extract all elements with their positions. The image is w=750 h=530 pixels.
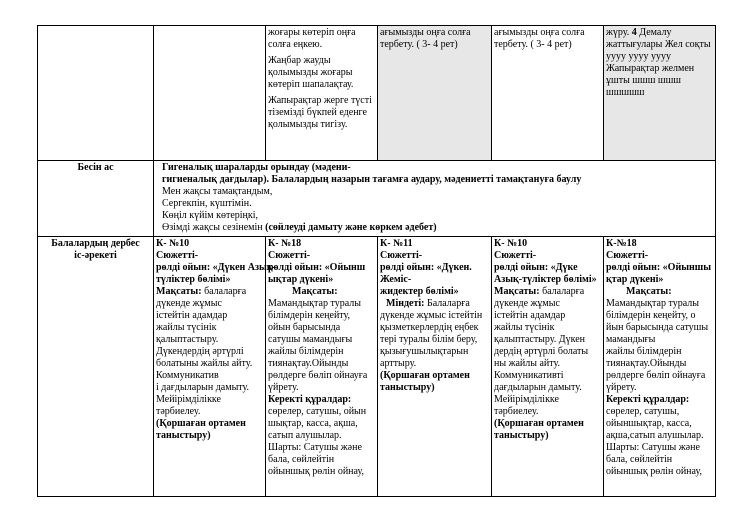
exercise-text-pre: жүру. xyxy=(606,27,632,38)
subject-label: (Қоршаған ортамен xyxy=(156,418,246,429)
activity-cell-col6 xyxy=(604,237,716,497)
goal-text: Мейірімділікке xyxy=(156,394,221,405)
goal-text: Мейірімділікке xyxy=(494,394,559,405)
activity-code: К- №10 xyxy=(494,238,528,249)
activity-heading: ықтар дүкені» xyxy=(268,274,334,285)
task-text: қызығушылықтарын xyxy=(380,346,469,357)
task-text: арттыру. xyxy=(380,358,417,369)
goal-text: сатушы мамандығы xyxy=(268,334,353,345)
activity-heading: Сюжетті- xyxy=(268,250,311,261)
goal-text: дүкенде жұмыс xyxy=(156,298,222,309)
task-text: тері туралы білім беру, xyxy=(380,334,478,345)
activity-heading: Жеміс- xyxy=(380,274,412,285)
activity-heading: рөлді ойын: «Дүке xyxy=(494,262,578,273)
tools-text: сөрелер, сатушы, xyxy=(606,406,680,417)
goal-text: мамандығы xyxy=(606,334,656,345)
lunch-bold-line: Гигеналық шараларды орындау (мәдени- xyxy=(162,162,351,173)
rules-text: Шарты: Сатушы және xyxy=(268,442,362,453)
goal-text: рөлдерге бөліп ойнауға xyxy=(268,370,368,381)
table-row-exercises xyxy=(38,26,716,161)
poem-line: Көңіл күйім көтеріңкі, xyxy=(162,210,259,221)
lunch-content xyxy=(154,161,716,237)
cell-exercise-col4 xyxy=(378,26,492,161)
tools-text: ойыншықтар, касса, xyxy=(606,418,692,429)
exercise-paragraph: жоғары көтеріп оңға солға еңкею. xyxy=(268,27,356,50)
goal-text: ны жайлы айту. xyxy=(494,358,561,369)
row-label-line: іс-әрекеті xyxy=(74,250,117,261)
activity-heading: қтар дүкені» xyxy=(606,274,664,285)
activity-heading: Сюжетті- xyxy=(156,250,199,261)
goal-text: ойын барысында xyxy=(268,322,341,333)
activity-heading: рөлді ойын: «Ойынш xyxy=(268,262,366,273)
rules-text: ойыншық рөлін ойнау, xyxy=(268,466,364,477)
activity-heading: рөлді ойын: «Ойыншы xyxy=(606,262,712,273)
poem-last-line: Өзімді жақсы сезінемін xyxy=(162,222,266,233)
activity-heading: Азық-түліктер бөлімі» xyxy=(494,274,597,285)
activity-heading: Сюжетті- xyxy=(494,250,537,261)
activity-cell-col5 xyxy=(492,237,604,497)
goal-text: жайлы түсінік xyxy=(156,322,217,333)
exercise-text: ағымызды оңға солға тербету. ( 3- 4 рет) xyxy=(494,27,585,50)
activity-heading: жидектер бөлімі» xyxy=(380,286,459,297)
task-label: Міндеті: xyxy=(386,298,425,309)
rules-text: бала, сөйлейтін xyxy=(606,454,673,465)
subject-label: таныстыру) xyxy=(156,430,211,441)
exercise-paragraph: Жаңбар жауды қолымызды жоғары көтеріп шапалақтау. xyxy=(268,55,354,90)
subject-label: таныстыру) xyxy=(380,382,435,393)
activity-heading: Сюжетті- xyxy=(606,250,649,261)
goal-label: Мақсаты: xyxy=(292,286,338,297)
tools-label: Керекті құралдар: xyxy=(606,394,690,405)
goal-text: жайлы білімдерін xyxy=(606,346,682,357)
goal-text: білімдерін кеңейту, о xyxy=(606,310,696,321)
poem-line: Сергекпін, күштімін. xyxy=(162,198,252,209)
activity-code: К- №18 xyxy=(268,238,302,249)
tools-text: сөрелер, сатушы, ойын xyxy=(268,406,367,417)
goal-text: балаларға xyxy=(539,286,585,297)
exercise-text: ағымызды оңға солға тербету. ( 3- 4 рет) xyxy=(380,27,471,50)
activity-heading: рөлді ойын: «Дүкен Азық- xyxy=(156,262,276,273)
goal-text: дағдыларын дамыту. xyxy=(494,382,582,393)
row-label-empty xyxy=(38,26,154,161)
goal-text: і дағдыларын дамыту. xyxy=(156,382,250,393)
goal-text: білімдерін кеңейту, xyxy=(268,310,351,321)
rules-text: бала, сөйлейтін xyxy=(268,454,335,465)
goal-text: дердің әртүрлі болаты xyxy=(494,346,589,357)
goal-text: істейтін адамдар xyxy=(494,310,566,321)
goal-text: тиянақтау.Ойынды xyxy=(606,358,687,369)
activity-heading: Сюжетті- xyxy=(380,250,423,261)
goal-text: Мамандықтар туралы xyxy=(268,298,361,309)
activity-code: К-№18 xyxy=(606,238,637,249)
activity-heading: рөлді ойын: «Дүкен. xyxy=(380,262,472,273)
goal-text: Коммуникатив xyxy=(156,370,219,381)
tools-text: сатып алушылар. xyxy=(268,430,342,441)
goal-text: қалыптастыру. xyxy=(156,334,219,345)
exercise-number: 4 xyxy=(631,27,637,38)
schedule-table xyxy=(37,25,716,497)
goal-text: істейтін адамдар xyxy=(156,310,228,321)
activity-code: К- №11 xyxy=(380,238,413,249)
table-row-lunch xyxy=(38,161,716,237)
goal-text: балаларға xyxy=(201,286,247,297)
goal-text: үйрету. xyxy=(268,382,299,393)
lunch-bold-line: гигиеналық дағдылар). Балалардың назарын тағамға аудару, мәдениетті тамақтануға баулу xyxy=(162,174,582,185)
cell-exercise-col3 xyxy=(266,26,378,161)
subject-label: таныстыру) xyxy=(494,430,549,441)
row-label-activity xyxy=(38,237,154,497)
goal-text: рөлдерге бөліп ойнауға xyxy=(606,370,706,381)
exercise-paragraph: Жапырақтар жерге түсті тіземізді бүкпей еденге қолымызды тигізу. xyxy=(268,95,372,130)
goal-label: Мақсаты: xyxy=(626,286,672,297)
goal-text: болатыны жайлы айту. xyxy=(156,358,253,369)
activity-cell-col2 xyxy=(154,237,276,497)
task-text: дүкенде жұмыс істейтін xyxy=(380,310,483,321)
subject-label: (Қоршаған ортамен xyxy=(494,418,584,429)
goal-text: йын барысында сатушы xyxy=(606,322,709,333)
task-text: Балаларға xyxy=(424,298,470,309)
goal-text: жайлы түсінік xyxy=(494,322,555,333)
tools-text: шықтар, касса, ақша, xyxy=(268,418,358,429)
table-row-activity xyxy=(38,237,716,497)
tools-label: Керекті құралдар: xyxy=(268,394,352,405)
goal-text: тәрбиелеу. xyxy=(494,406,539,417)
goal-text: Коммуникативті xyxy=(494,370,564,381)
exercise-text-post: Демалу жаттығулары Жел соқты уууу уууу уууу Жапырақтар желмен ұшты шшш шшш шшшшш xyxy=(606,27,711,98)
cell-exercise-col5 xyxy=(492,26,604,161)
subject-label: (Қоршаған ортамен xyxy=(380,370,470,381)
goal-text: қалыптастыру. Дүкен xyxy=(494,334,585,345)
goal-text: Мамандықтар туралы xyxy=(606,298,699,309)
goal-text: үйрету. xyxy=(606,382,637,393)
lunch-subject: (сөйлеуді дамыту және көркем әдебет) xyxy=(265,222,437,233)
activity-cell-col3 xyxy=(266,237,378,497)
goal-text: дүкенде жұмыс xyxy=(494,298,560,309)
activity-heading: түліктер бөлімі» xyxy=(156,274,231,285)
cell-empty xyxy=(154,26,266,161)
goal-text: тиянақтау.Ойынды xyxy=(268,358,349,369)
goal-label: Мақсаты: xyxy=(494,286,540,297)
rules-text: ойыншық рөлін ойнау, xyxy=(606,466,702,477)
row-label-line: Балалардың дербес xyxy=(51,238,140,249)
poem-line: Мен жақсы тамақтандым, xyxy=(162,186,273,197)
cell-exercise-col6 xyxy=(604,26,716,161)
tools-text: ақша,сатып алушылар. xyxy=(606,430,704,441)
activity-code: К- №10 xyxy=(156,238,190,249)
goal-text: тәрбиелеу. xyxy=(156,406,201,417)
activity-cell-col4 xyxy=(378,237,492,497)
row-label-lunch: Бесін ас xyxy=(38,161,154,237)
goal-text: Дүкендердің әртүрлі xyxy=(156,346,244,357)
goal-text: жайлы білімдерін xyxy=(268,346,344,357)
task-text: қызметкерлердің еңбек xyxy=(380,322,479,333)
rules-text: Шарты: Сатушы және xyxy=(606,442,700,453)
goal-label: Мақсаты: xyxy=(156,286,202,297)
